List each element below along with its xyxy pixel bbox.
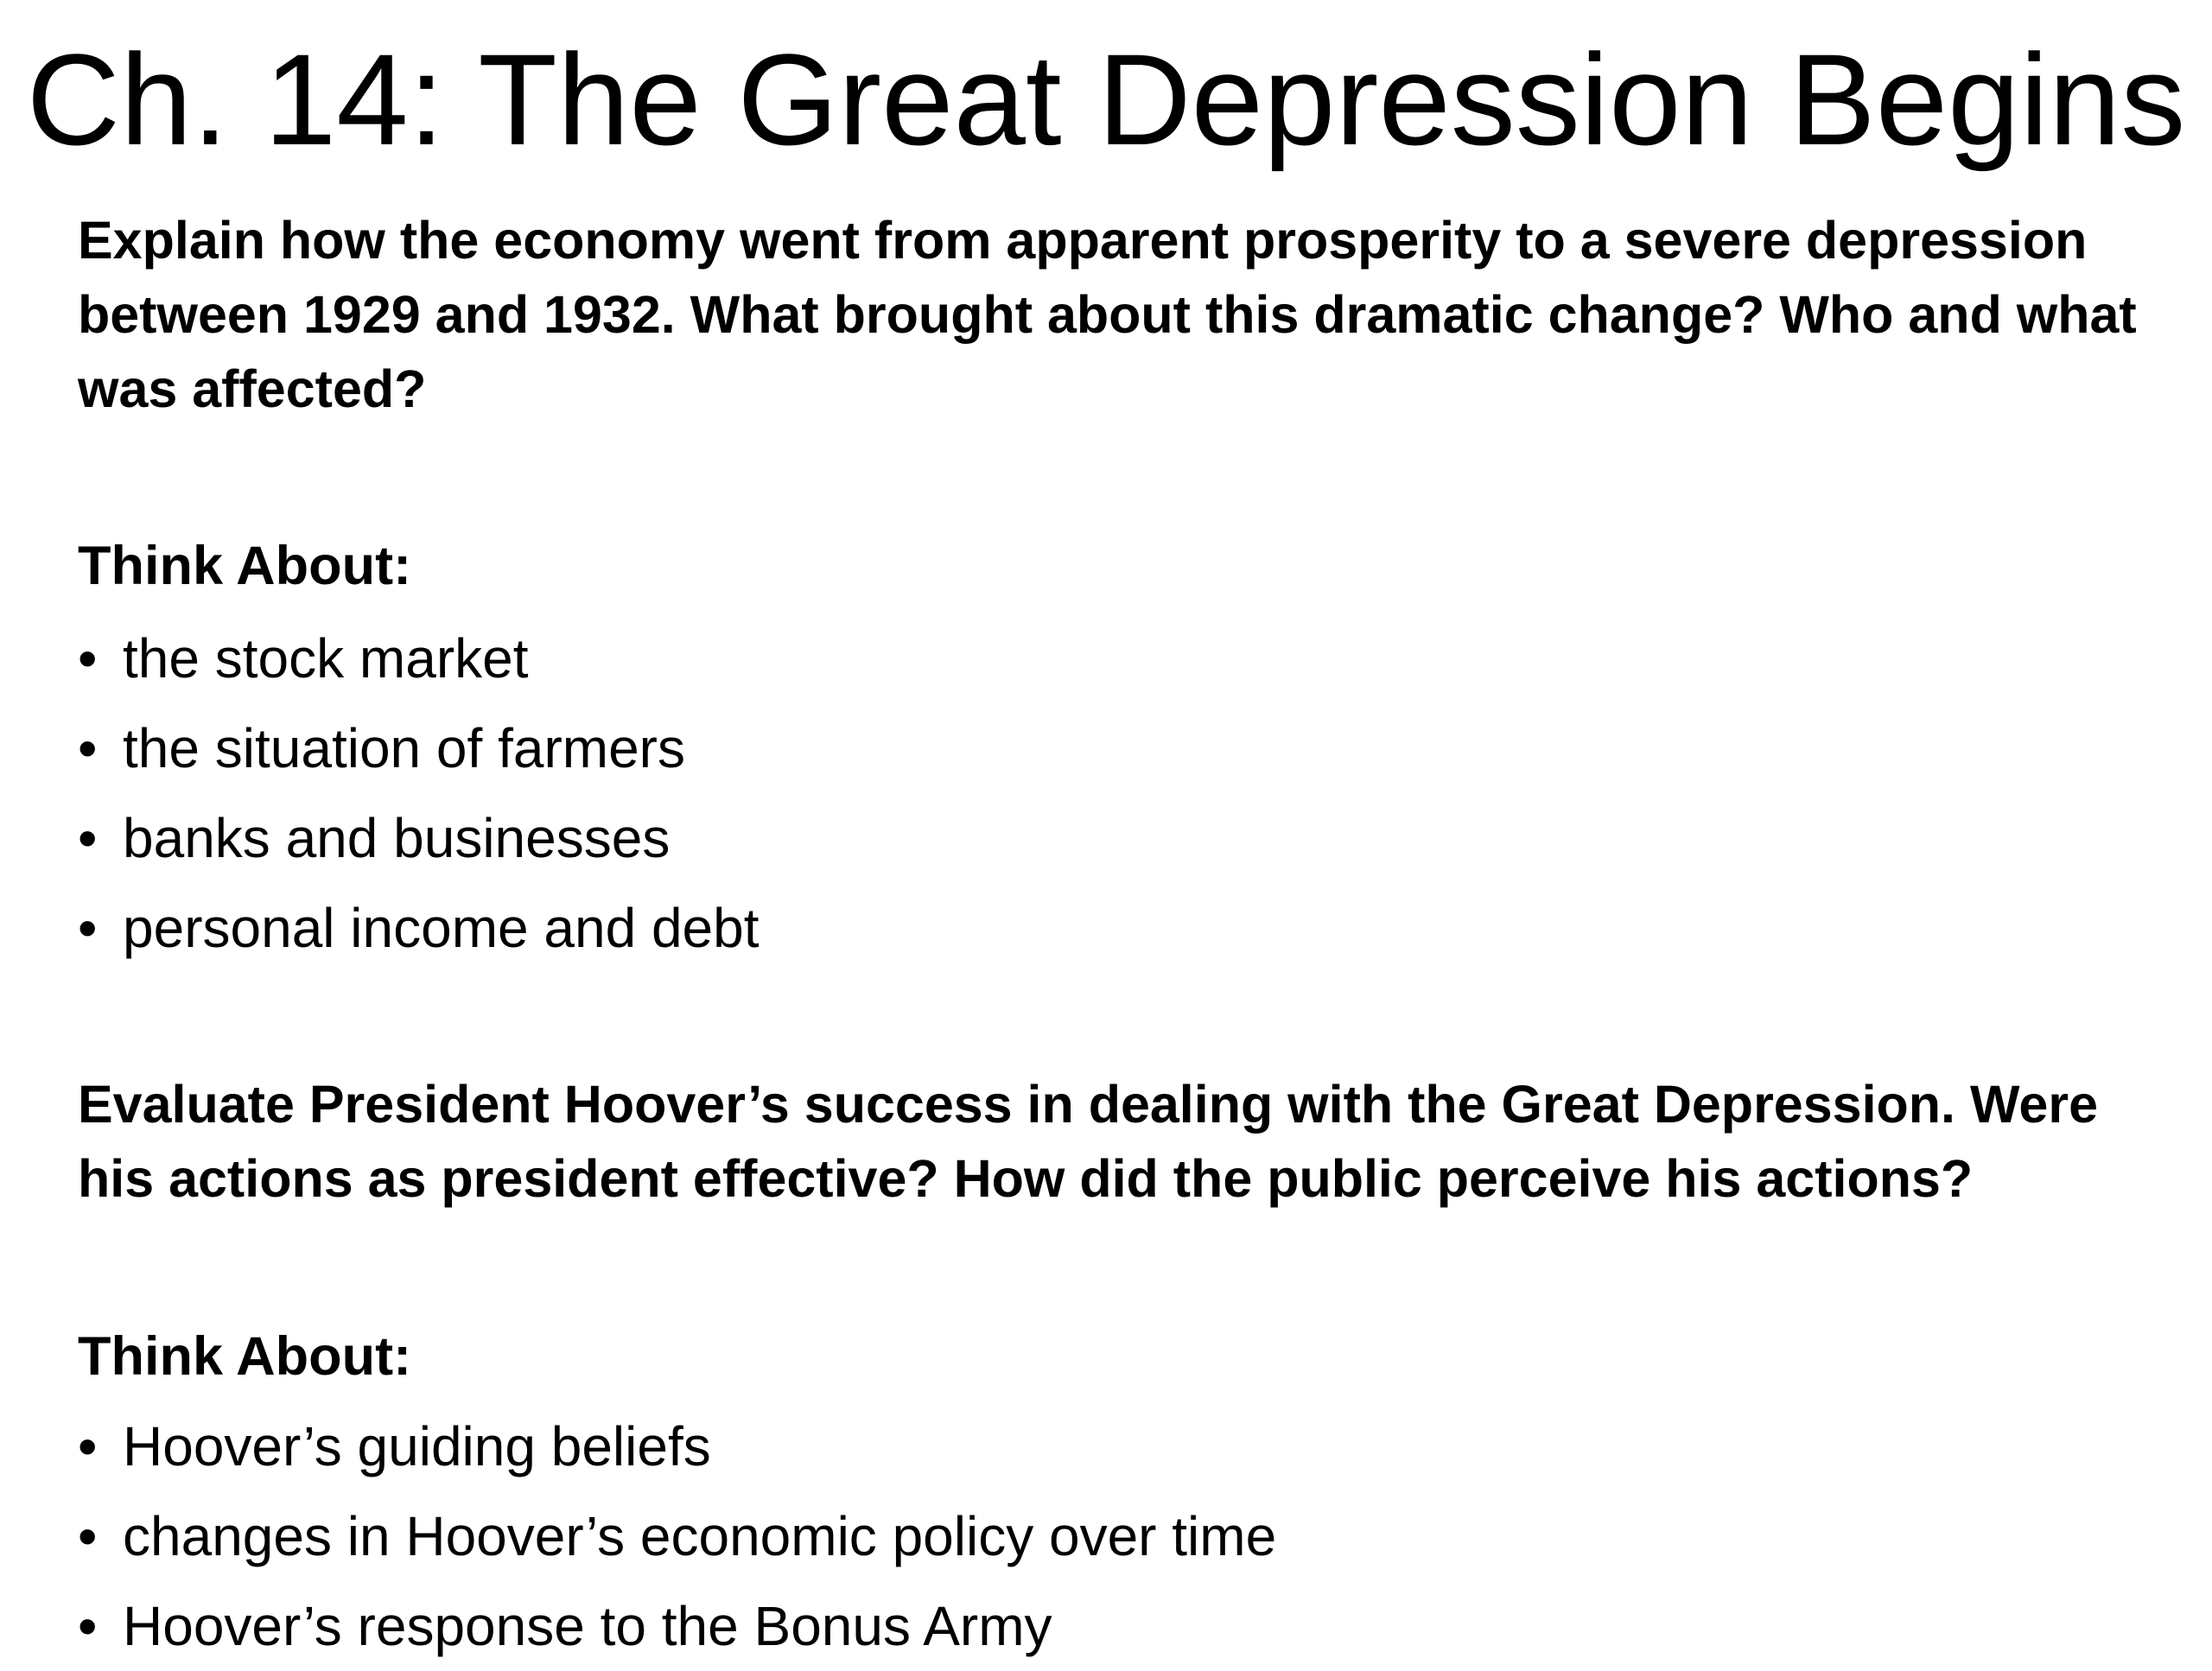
- list-item: [78, 613, 2169, 703]
- think-about-1-label: Think About:: [78, 536, 412, 596]
- list-item: [78, 1581, 2169, 1671]
- bullet-list-2: [78, 1401, 2169, 1671]
- bullet-text: banks and businesses: [123, 807, 671, 869]
- bullet-icon: •: [78, 1595, 98, 1657]
- question-2-text: Evaluate President Hoover’s success in dealing with the Great Depression. Were his actions as president effective? How did the public perceive his actions?: [78, 1075, 2099, 1208]
- bullet-icon: •: [78, 1415, 98, 1477]
- bullet-icon: •: [78, 1505, 98, 1567]
- list-item: [78, 703, 2169, 793]
- bullet-text: changes in Hoover’s economic policy over time: [123, 1505, 1277, 1567]
- list-item: [78, 883, 2169, 973]
- question-1-text: Explain how the economy went from apparent prosperity to a severe depression between 1929 and 1932. What brought about this dramatic change? Who and what was affected?: [78, 211, 2137, 418]
- list-item: [78, 1401, 2169, 1491]
- think-about-2-label: Think About:: [78, 1326, 412, 1387]
- list-item: [78, 793, 2169, 883]
- list-item: [78, 1491, 2169, 1581]
- bullet-icon: •: [78, 807, 98, 869]
- bullet-icon: •: [78, 717, 98, 779]
- think-about-1: [78, 531, 2169, 600]
- bullet-icon: •: [78, 627, 98, 689]
- bullet-text: Hoover’s guiding beliefs: [123, 1415, 711, 1477]
- bullet-text: the situation of farmers: [123, 717, 685, 779]
- bullet-list-1: [78, 613, 2169, 973]
- bullet-text: Hoover’s response to the Bonus Army: [123, 1595, 1052, 1657]
- bullet-text: personal income and debt: [123, 897, 760, 959]
- question-2: [78, 1067, 2169, 1216]
- bullet-text: the stock market: [123, 627, 529, 689]
- bullet-icon: •: [78, 897, 98, 959]
- question-1: [78, 203, 2169, 426]
- slide-title: Ch. 14: The Great Depression Begins: [26, 27, 2186, 172]
- think-about-2: [78, 1322, 2169, 1391]
